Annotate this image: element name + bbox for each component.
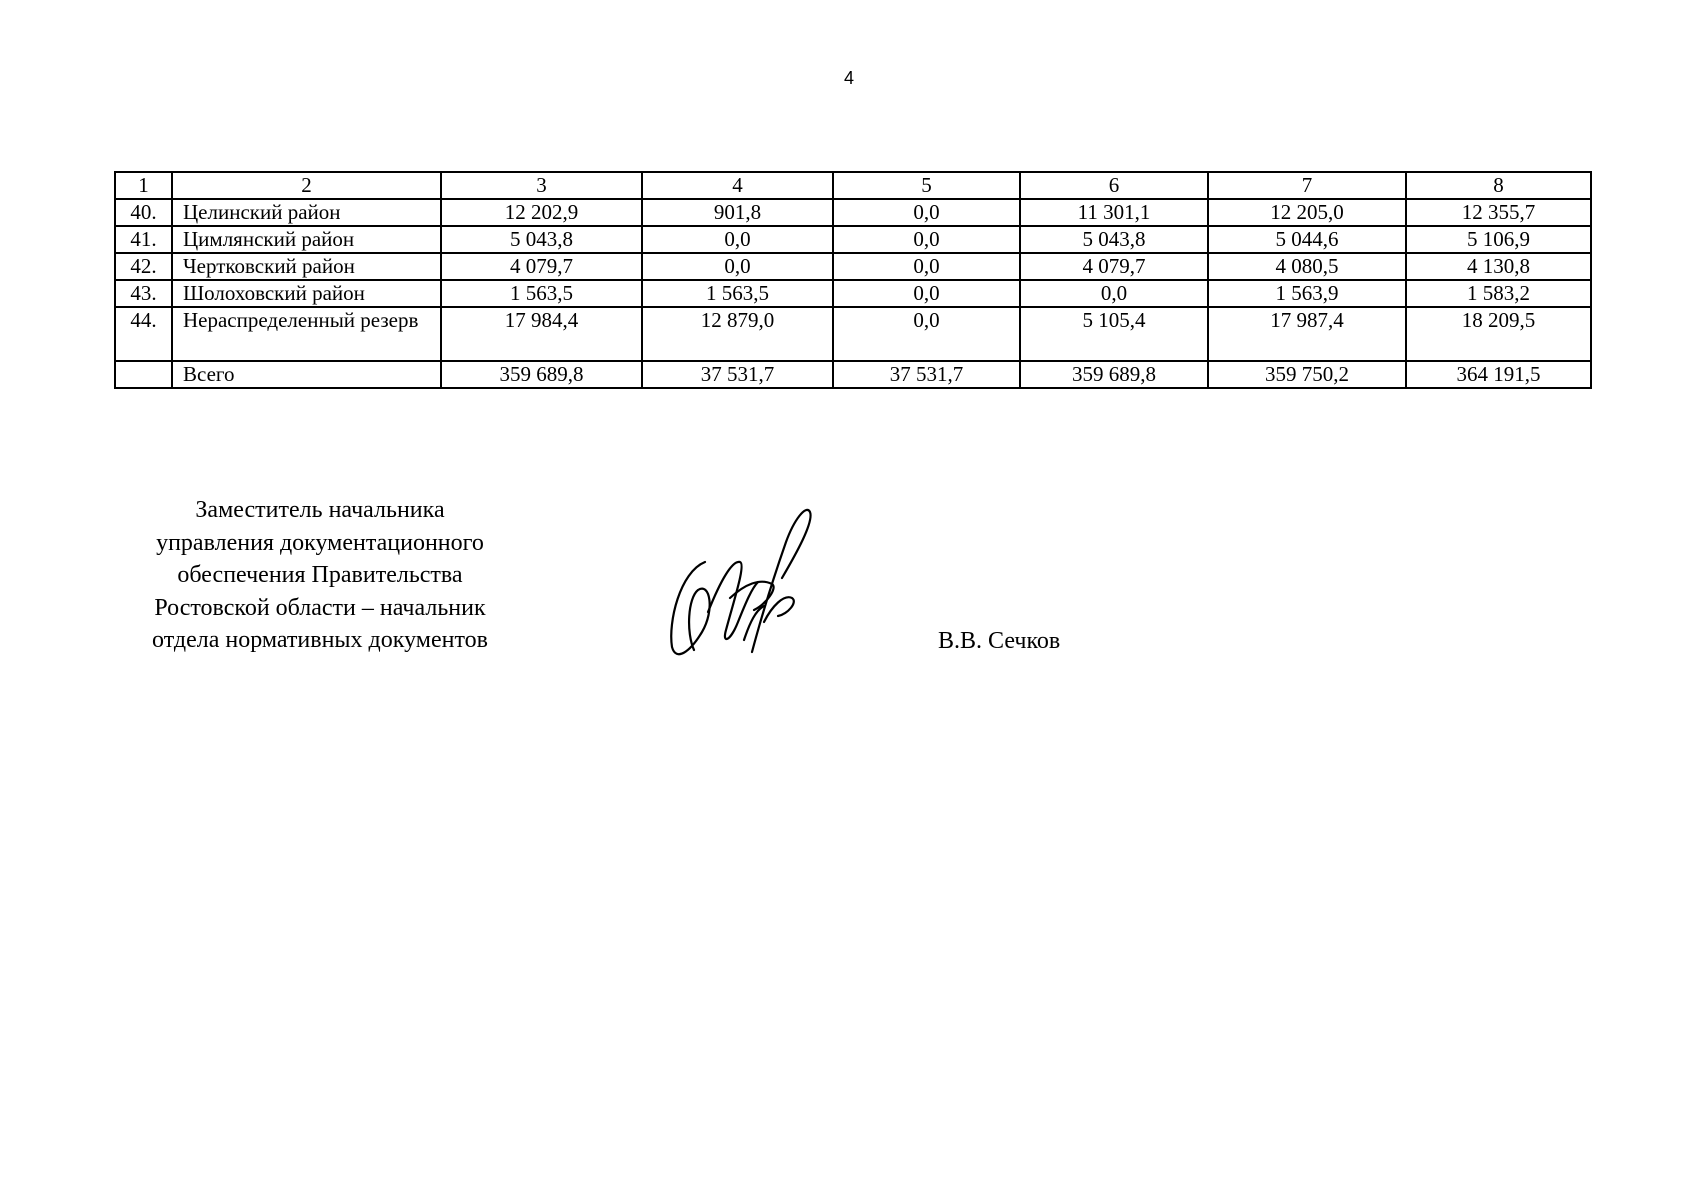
table-row: [115, 307, 1591, 361]
header-cell: 3: [441, 172, 642, 199]
value-cell: 5 044,6: [1208, 226, 1406, 253]
row-number-cell: 41.: [115, 226, 172, 253]
total-value-cell: 37 531,7: [833, 361, 1020, 388]
value-cell: 5 106,9: [1406, 226, 1591, 253]
value-cell: 12 205,0: [1208, 199, 1406, 226]
header-cell: 6: [1020, 172, 1208, 199]
table-row: [115, 199, 1591, 226]
signatory-title-line: отдела нормативных документов: [152, 627, 488, 653]
district-name-cell: Нераспределенный резерв: [172, 307, 441, 361]
value-cell: 1 583,2: [1406, 280, 1591, 307]
value-cell: 0,0: [642, 253, 833, 280]
header-cell: 4: [642, 172, 833, 199]
signatory-title: [110, 494, 530, 657]
value-cell: 17 984,4: [441, 307, 642, 361]
signatory-title-line: обеспечения Правительства: [177, 562, 463, 588]
value-cell: 18 209,5: [1406, 307, 1591, 361]
total-value-cell: 359 750,2: [1208, 361, 1406, 388]
district-name-cell: Чертковский район: [172, 253, 441, 280]
value-cell: 1 563,5: [642, 280, 833, 307]
header-cell: 5: [833, 172, 1020, 199]
value-cell: 1 563,9: [1208, 280, 1406, 307]
district-name-cell: Целинский район: [172, 199, 441, 226]
table-row: [115, 253, 1591, 280]
signatory-title-line: Ростовской области – начальник: [154, 594, 486, 621]
district-name-cell: Цимлянский район: [172, 226, 441, 253]
total-value-cell: 359 689,8: [441, 361, 642, 388]
value-cell: 12 879,0: [642, 307, 833, 361]
value-cell: 0,0: [642, 226, 833, 253]
total-value-cell: 37 531,7: [642, 361, 833, 388]
handwritten-signature: [660, 502, 820, 662]
value-cell: 1 563,5: [441, 280, 642, 307]
value-cell: 0,0: [833, 280, 1020, 307]
row-number-cell: [115, 361, 172, 388]
header-cell: 8: [1406, 172, 1591, 199]
signer-name: В.В. Сечков: [938, 628, 1061, 654]
value-cell: 4 130,8: [1406, 253, 1591, 280]
value-cell: 0,0: [833, 307, 1020, 361]
header-cell: 2: [172, 172, 441, 199]
value-cell: 4 080,5: [1208, 253, 1406, 280]
value-cell: 4 079,7: [1020, 253, 1208, 280]
row-number-cell: 44.: [115, 307, 172, 361]
table-row: [115, 280, 1591, 307]
row-number-cell: 43.: [115, 280, 172, 307]
value-cell: 12 355,7: [1406, 199, 1591, 226]
data-table: [114, 171, 1592, 389]
signatory-title-line: Заместитель начальника: [195, 497, 445, 523]
value-cell: 5 043,8: [1020, 226, 1208, 253]
header-cell: 7: [1208, 172, 1406, 199]
header-cell: 1: [115, 172, 172, 199]
value-cell: 0,0: [833, 199, 1020, 226]
row-number-cell: 40.: [115, 199, 172, 226]
value-cell: 17 987,4: [1208, 307, 1406, 361]
row-number-cell: 42.: [115, 253, 172, 280]
value-cell: 0,0: [1020, 280, 1208, 307]
value-cell: 5 105,4: [1020, 307, 1208, 361]
total-value-cell: 359 689,8: [1020, 361, 1208, 388]
value-cell: 11 301,1: [1020, 199, 1208, 226]
value-cell: 0,0: [833, 253, 1020, 280]
table-row: [115, 226, 1591, 253]
total-row: [115, 361, 1591, 388]
total-value-cell: 364 191,5: [1406, 361, 1591, 388]
district-name-cell: Шолоховский район: [172, 280, 441, 307]
value-cell: 5 043,8: [441, 226, 642, 253]
table-header-row: [115, 172, 1591, 199]
total-label-cell: Всего: [172, 361, 441, 388]
signatory-title-line: управления документационного: [156, 529, 484, 556]
page-number: 4: [843, 68, 854, 88]
value-cell: 0,0: [833, 226, 1020, 253]
value-cell: 4 079,7: [441, 253, 642, 280]
value-cell: 901,8: [642, 199, 833, 226]
value-cell: 12 202,9: [441, 199, 642, 226]
